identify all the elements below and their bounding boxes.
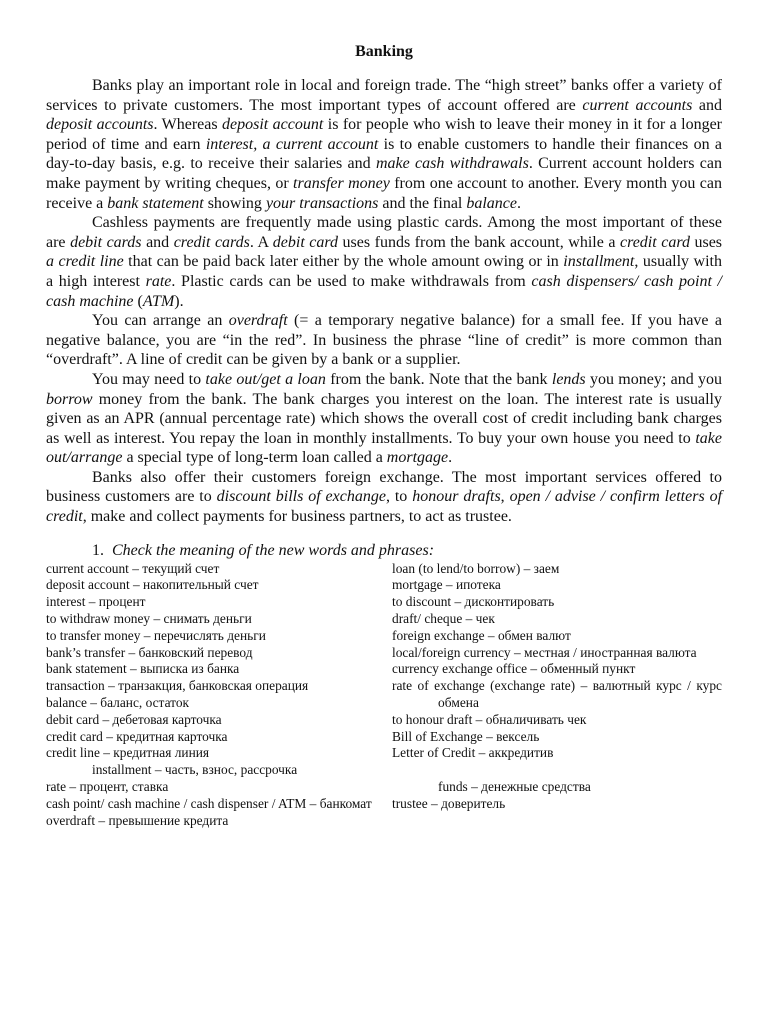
vocabulary-entry: to transfer money – перечислять деньги — [46, 627, 266, 643]
text-run: ( — [133, 292, 143, 310]
exercise-heading — [46, 541, 722, 561]
text-run: money from the bank. The bank charges you interest on the loan. The interest rate is usually given as an APR (annual percentage rate) which shows the overall cost of credit including bank charges as well as interest. You repay the loan in monthly installments. To buy your own house you need to — [46, 390, 722, 447]
italic-term: balance — [466, 194, 518, 212]
italic-term: current accounts — [582, 96, 693, 114]
italic-term: a credit line — [46, 253, 124, 271]
exercise-instruction: Check the meaning of the new words and phrases: — [112, 541, 435, 559]
vocabulary-entry: balance – баланс, остаток — [46, 695, 190, 711]
text-run: uses — [689, 233, 723, 251]
text-run: , to — [385, 488, 413, 506]
vocabulary-column-left — [46, 561, 376, 830]
text-run: , make and collect payments for business partners, to act as trustee. — [82, 508, 512, 526]
italic-term: make cash withdrawals — [375, 155, 529, 173]
italic-term: credit cards — [173, 233, 250, 251]
body-paragraph — [46, 370, 722, 468]
text-run: and — [141, 233, 174, 251]
body-paragraph — [46, 468, 722, 527]
vocabulary-entry: currency exchange office – обменный пункт — [392, 661, 636, 677]
vocabulary-spacer — [392, 762, 722, 779]
italic-term: cash dispensers/ cash point / cash machine — [46, 272, 723, 310]
text-run: showing — [203, 194, 266, 212]
vocabulary-entry: loan (to lend/to borrow) – заем — [392, 560, 560, 576]
vocabulary-entry: rate – процент, ставка — [46, 779, 169, 795]
italic-term: ATM — [142, 292, 175, 310]
italic-term: rate — [145, 272, 172, 290]
text-run: . Whereas — [153, 116, 223, 134]
text-run: , usually with a high interest — [46, 253, 722, 290]
italic-term: take out/get a loan — [205, 370, 326, 388]
body-paragraph — [46, 213, 722, 311]
italic-term: interest, a current account — [205, 135, 379, 153]
body-text — [46, 76, 722, 527]
vocabulary-entry: transaction – транзакция, банковская операция — [46, 678, 309, 694]
text-run: is for people who wish to leave their money in it for a longer period of time and earn — [46, 116, 722, 153]
vocabulary-entry: current account – текущий счет — [46, 560, 220, 576]
text-run: . Plastic cards can be used to make withdrawals from — [171, 272, 532, 290]
vocabulary-entry: Bill of Exchange – вексель — [392, 728, 540, 744]
document-page — [46, 42, 722, 829]
vocabulary-entry: bank statement – выписка из банка — [46, 661, 240, 677]
vocabulary-entry: funds – денежные средства — [438, 779, 591, 795]
vocabulary-list — [46, 561, 722, 830]
vocabulary-entry: to discount – дисконтировать — [392, 594, 555, 610]
italic-term: debit cards — [70, 233, 142, 251]
text-run: You may need to — [92, 370, 206, 388]
vocabulary-entry: deposit account – накопительный счет — [46, 577, 259, 593]
vocabulary-entry: installment – часть, взнос, рассрочка — [92, 762, 298, 778]
italic-term: deposit accounts — [46, 116, 154, 134]
text-run: ). — [174, 292, 184, 310]
text-run: . A — [249, 233, 273, 251]
vocabulary-entry: draft/ cheque – чек — [392, 611, 495, 627]
text-run: (= a temporary negative balance) for a small fee. If you have a negative balance, you are “in the red”. In business the phrase “line of credit” is more common than “overdraft”. A line of credit can be given by a bank or a supplier. — [46, 312, 723, 369]
italic-term: take out/arrange — [46, 429, 722, 467]
text-run: . — [448, 449, 453, 467]
vocabulary-entry: mortgage – ипотека — [392, 577, 501, 593]
vocabulary-entry: to honour draft – обналичивать чек — [392, 711, 587, 727]
body-paragraph — [46, 76, 722, 213]
italic-term: lends — [551, 370, 586, 388]
text-run: and — [692, 96, 723, 114]
italic-term: transfer money — [293, 174, 390, 192]
italic-term: your transactions — [265, 194, 379, 212]
text-run: from the bank. Note that the bank — [325, 370, 552, 388]
text-run: , — [500, 488, 510, 506]
italic-term: discount bills of exchange — [216, 488, 386, 506]
italic-term: mortgage — [386, 449, 449, 467]
italic-term: deposit account — [222, 116, 324, 134]
text-run: Banks also offer their customers foreign exchange. The most important services offered to business customers are to — [46, 468, 722, 506]
text-run: . — [517, 194, 522, 212]
vocabulary-entry: to withdraw money – снимать деньги — [46, 611, 252, 627]
italic-term: open / advise / confirm letters of credit — [46, 488, 723, 526]
vocabulary-entry: bank’s transfer – банковский перевод — [46, 644, 253, 660]
text-run: Cashless payments are frequently made using plastic cards. Among the most important of these are — [46, 214, 722, 251]
italic-term: installment — [563, 253, 635, 271]
text-run: and the final — [378, 194, 467, 212]
vocabulary-column-right — [392, 561, 722, 830]
italic-term: debit card — [272, 233, 339, 251]
vocabulary-entry: debit card – дебетовая карточка — [46, 711, 222, 727]
text-run: that can be paid back later either by the whole amount owing or in — [123, 253, 564, 271]
text-run: You can arrange an — [92, 312, 229, 330]
text-run: a special type of long-term loan called a — [122, 449, 387, 467]
text-run: Banks play an important role in local and foreign trade. The “high street” banks offer a variety of services to private customers. The most important types of account offered are — [46, 77, 722, 114]
text-run: uses funds from the bank account, while a — [338, 233, 620, 251]
vocabulary-entry: cash point/ cash machine / cash dispenser / ATM – банкомат — [46, 795, 372, 811]
italic-term: borrow — [46, 390, 93, 408]
italic-term: honour drafts — [412, 488, 501, 506]
vocabulary-entry: foreign exchange – обмен валют — [392, 627, 571, 643]
body-paragraph — [46, 311, 722, 370]
italic-term: bank statement — [107, 194, 204, 212]
text-run: from one account to another. Every month you can receive a — [46, 174, 722, 212]
text-run: you money; and you — [585, 370, 722, 388]
vocabulary-entry: credit card – кредитная карточка — [46, 728, 228, 744]
italic-term: credit card — [619, 233, 690, 251]
vocabulary-entry: local/foreign currency – местная / иностранная валюта — [392, 644, 697, 660]
vocabulary-entry: rate of exchange (exchange rate) – валютный курс / курс обмена — [392, 678, 722, 711]
document-title: Banking — [355, 43, 413, 60]
vocabulary-entry: interest – процент — [46, 594, 146, 610]
vocabulary-entry: overdraft – превышение кредита — [46, 812, 229, 828]
vocabulary-entry: credit line – кредитная линия — [46, 745, 210, 761]
text-run: . Current account holders can make payment by writing cheques, or — [46, 155, 723, 192]
vocabulary-entry: Letter of Credit – аккредитив — [392, 745, 554, 761]
exercise-number: 1. — [92, 541, 104, 559]
text-run: is to enable customers to handle their finances on a day-to-day basis, e.g. to receive their salaries and — [46, 135, 722, 173]
italic-term: overdraft — [228, 312, 288, 330]
vocabulary-entry: trustee – доверитель — [392, 795, 506, 811]
